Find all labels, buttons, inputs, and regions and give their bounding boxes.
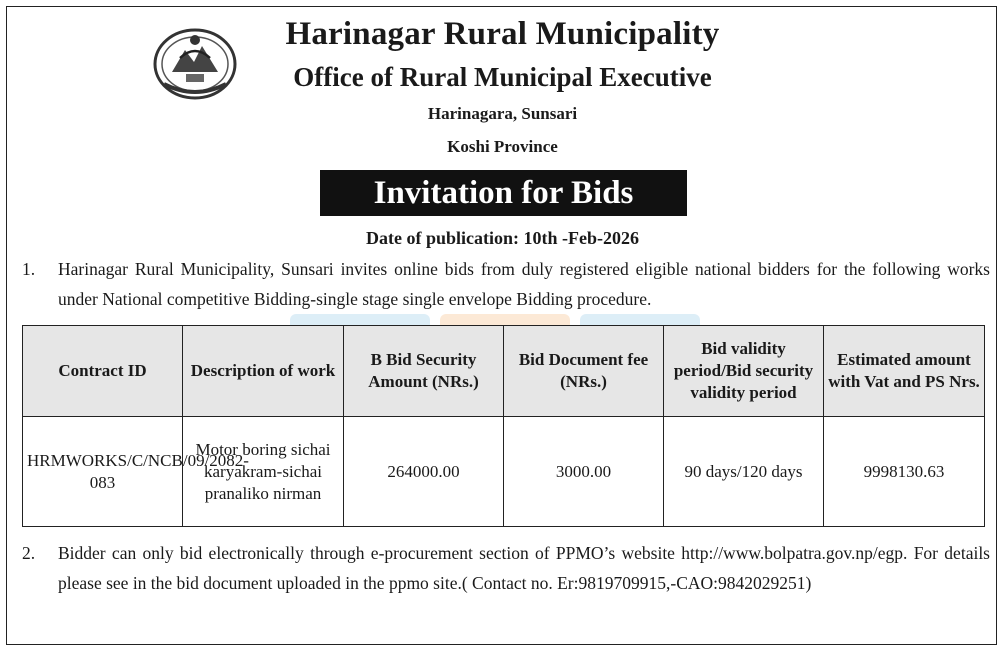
municipality-name: Harinagar Rural Municipality — [285, 16, 720, 52]
office-name: Office of Rural Municipal Executive — [293, 62, 712, 92]
header-bid-security: B Bid Security Amount (NRs.) — [344, 326, 504, 417]
paragraph-1 — [22, 254, 990, 314]
header-document-fee: Bid Document fee (NRs.) — [504, 326, 664, 417]
table-row — [23, 417, 985, 527]
address-line-2: Koshi Province — [447, 137, 558, 156]
table-header-row — [23, 326, 985, 417]
cell-description: Motor boring sichai karyakram-sichai pranaliko nirman — [183, 417, 344, 527]
header-contract-id: Contract ID — [23, 326, 183, 417]
cell-document-fee: 3000.00 — [504, 417, 664, 527]
header-validity: Bid validity period/Bid security validity period — [664, 326, 824, 417]
header-estimated-amount: Estimated amount with Vat and PS Nrs. — [824, 326, 985, 417]
paragraph-2-text: Bidder can only bid electronically through e-procurement section of PPMO’s website http://www.bolpatra.gov.np/egp. For details please see in the bid document uploaded in the ppmo site.( Contact no. Er:9819709915,-CAO:9842029251) — [58, 543, 990, 593]
publication-date: Date of publication: 10th -Feb-2026 — [366, 228, 639, 248]
cell-contract-id: HRMWORKS/C/NCB/09/2082-083 — [23, 417, 183, 527]
cell-estimated-amount: 9998130.63 — [824, 417, 985, 527]
bids-table — [22, 325, 985, 527]
cell-validity: 90 days/120 days — [664, 417, 824, 527]
address-line-1: Harinagara, Sunsari — [427, 104, 578, 123]
paragraph-2-number: 2. — [22, 543, 36, 563]
paragraph-1-number: 1. — [22, 259, 36, 279]
paragraph-1-text: Harinagar Rural Municipality, Sunsari invites online bids from duly registered eligible national bidders for the following works under National competitive Bidding-single stage single envelope Bidding procedure. — [58, 259, 990, 309]
paragraph-2 — [22, 538, 990, 598]
header-description: Description of work — [183, 326, 344, 417]
invitation-banner: Invitation for Bids — [320, 170, 687, 216]
cell-bid-security: 264000.00 — [344, 417, 504, 527]
